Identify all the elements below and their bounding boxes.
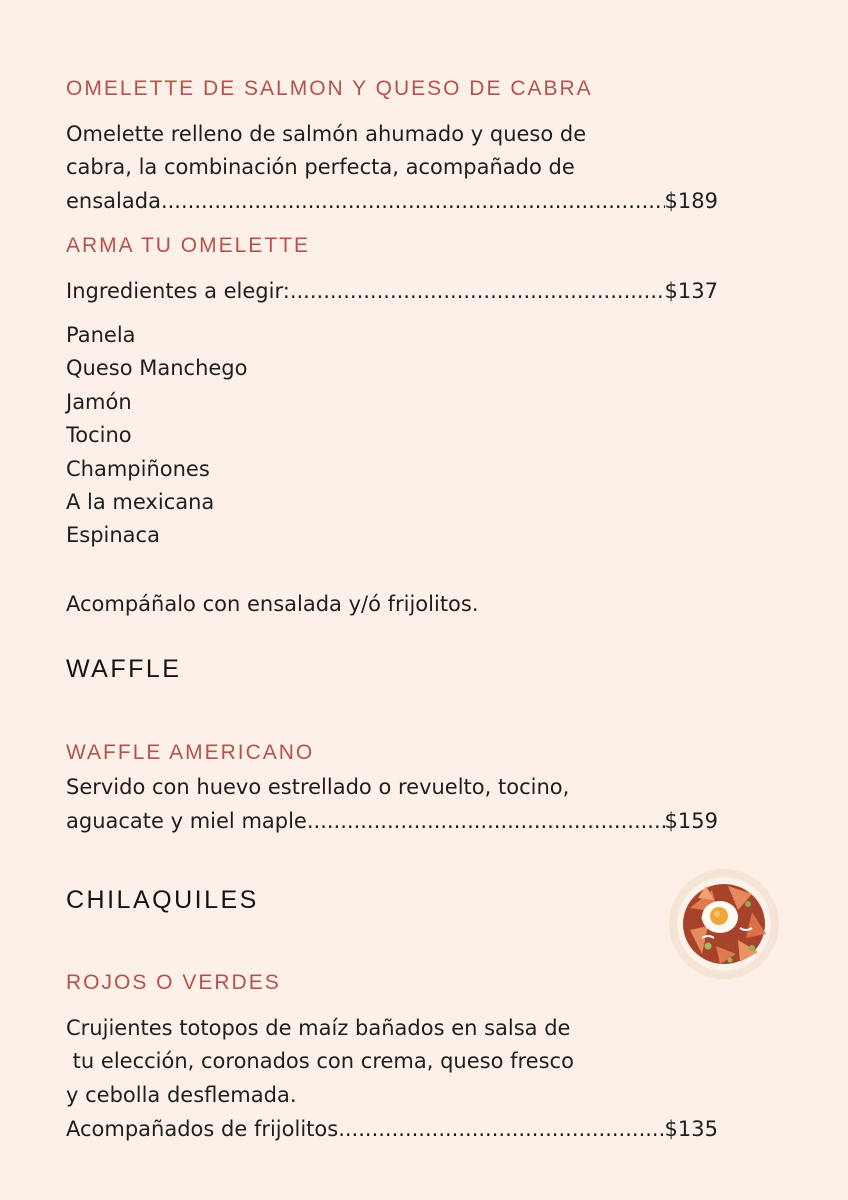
dot-leader	[338, 1113, 664, 1147]
side-note: Acompáñalo con ensalada y/ó frijolitos.	[66, 592, 479, 616]
dish-price: $189	[664, 189, 718, 213]
section-title-chilaquiles: CHILAQUILES	[66, 886, 259, 914]
ingredient-item: Tocino	[66, 423, 132, 448]
ingredient-item: A la mexicana	[66, 490, 215, 515]
dish-price: $137	[664, 279, 718, 303]
ingredients-label: Ingredientes a elegir:	[66, 279, 290, 303]
dish-price: $159	[664, 809, 718, 833]
dish-description-line: Omelette relleno de salmón ahumado y queso de	[66, 122, 587, 146]
ingredient-list	[66, 319, 247, 553]
dish-description-line: tu elección, coronados con crema, queso fresco	[66, 1049, 574, 1073]
ingredient-item: Queso Manchego	[66, 356, 248, 381]
dish-title-rojos-o-verdes: ROJOS O VERDES	[66, 971, 281, 994]
dish-price-row-arma-tu-omelette	[66, 275, 718, 309]
dot-leader	[161, 185, 665, 219]
dish-description-line: aguacate y miel maple	[66, 809, 307, 833]
dot-leader	[290, 275, 665, 309]
dish-description-line: y cebolla desflemada.	[66, 1083, 297, 1107]
dish-price-row-waffle-americano	[66, 805, 718, 839]
dish-title-arma-tu-omelette: ARMA TU OMELETTE	[66, 234, 310, 257]
section-title-waffle: WAFFLE	[66, 655, 182, 683]
chilaquiles-plate-icon	[668, 868, 780, 980]
dish-price-row-rojos-o-verdes	[66, 1113, 718, 1147]
dish-description-line: Crujientes totopos de maíz bañados en salsa de	[66, 1016, 571, 1040]
dish-description-line: cabra, la combinación perfecta, acompañado de	[66, 155, 575, 179]
dish-title-waffle-americano: WAFFLE AMERICANO	[66, 741, 315, 764]
dish-price-row-omelette-salmon	[66, 185, 718, 219]
dish-description-line: ensalada	[66, 189, 161, 213]
ingredient-item: Panela	[66, 323, 136, 347]
dot-leader	[307, 805, 665, 839]
ingredient-item: Espinaca	[66, 523, 160, 548]
dish-description-line: Servido con huevo estrellado o revuelto, tocino,	[66, 775, 570, 799]
dish-description-line: Acompañados de frijolitos	[66, 1117, 339, 1141]
dish-title-omelette-salmon: OMELETTE DE SALMON Y QUESO DE CABRA	[66, 77, 593, 100]
ingredient-item: Champiñones	[66, 456, 210, 481]
ingredient-item: Jamón	[66, 389, 132, 414]
dish-price: $135	[664, 1117, 718, 1141]
